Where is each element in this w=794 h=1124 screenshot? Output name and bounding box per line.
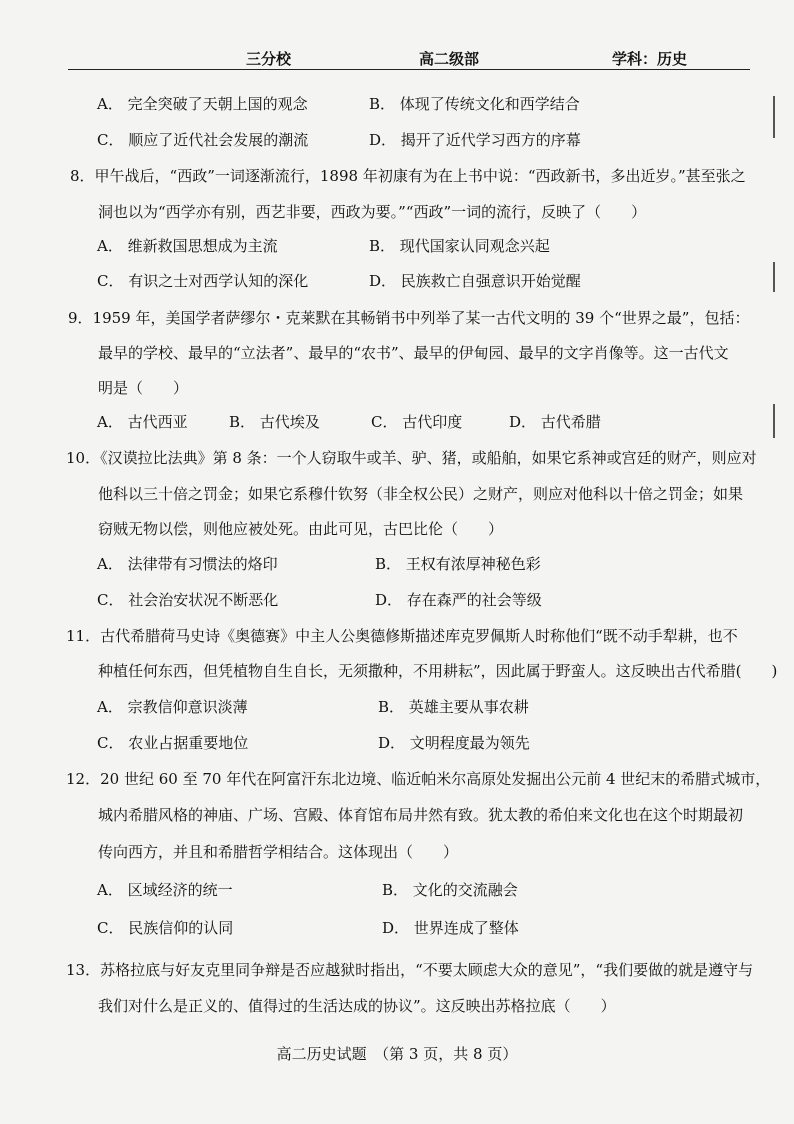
scan-margin-mark [773,404,775,438]
q9-option-d: D． 古代希腊 [509,413,601,431]
q7-option-b: B． 体现了传统文化和西学结合 [369,95,580,113]
q8-option-a: A． 维新救国思想成为主流 [97,237,278,255]
page-footer: 高二历史试题 （第 3 页，共 8 页） [276,1045,518,1063]
q9-option-c: C． 古代印度 [371,413,463,431]
q12-stem-line-3: 传向西方，并且和希腊哲学相结合。这体现出（ ） [98,843,459,861]
scan-margin-mark [773,262,775,292]
q9-stem-line-2: 最早的学校、最早的“立法者”、最早的“农书”、最早的伊甸园、最早的文字肖像等。这一古代文 [98,344,729,362]
header-grade: 高二级部 [419,50,480,68]
q12-option-a: A． 区域经济的统一 [97,881,233,899]
q12-option-b: B． 文化的交流融会 [382,881,518,899]
q10-stem-line-1: 10．《汉谟拉比法典》第 8 条：一个人窃取牛或羊、驴、猪，或船舶，如果它系神或宫廷的财产，则应对 [66,449,757,467]
q11-option-b: B． 英雄主要从事农耕 [378,698,529,716]
header-subject: 学科：历史 [612,50,688,68]
q11-stem-line-1: 11．古代希腊荷马史诗《奥德赛》中主人公奥德修斯描述库克罗佩斯人时称他们“既不动手犁耕，也不 [66,627,738,645]
q10-option-b: B． 王权有浓厚神秘色彩 [375,555,541,573]
q10-stem-line-2: 他科以三十倍之罚金；如果它系穆什钦努（非全权公民）之财产，则应对他科以十倍之罚金；如果 [98,485,744,503]
q9-stem-line-3: 明是（ ） [98,379,189,397]
q12-stem-line-2: 城内希腊风格的神庙、广场、宫殿、体育馆布局井然有致。犹太教的希伯来文化也在这个时期最初 [98,806,744,824]
q8-option-b: B． 现代国家认同观念兴起 [369,237,550,255]
q7-option-a: A． 完全突破了天朝上国的观念 [97,95,308,113]
q12-option-d: D． 世界连成了整体 [382,919,519,937]
q9-option-b: B． 古代埃及 [229,413,320,431]
q10-option-c: C． 社会治安状况不断恶化 [97,591,279,609]
q8-stem-line-2: 洞也以为“西学亦有别，西艺非要，西政为要。”“西政”一词的流行，反映了（ ） [98,203,647,221]
q8-stem-line-1: 8．甲午战后，“西政”一词逐渐流行，1898 年初康有为在上书中说：“西政新书，多出近岁。”甚至张之 [70,167,746,185]
q8-option-d: D． 民族救亡自强意识开始觉醒 [369,272,581,290]
q9-stem-line-1: 9．1959 年，美国学者萨缪尔・克莱默在其畅销书中列举了某一古代文明的 39 个“世界之最”，包括： [68,309,750,327]
scan-margin-mark [773,96,775,138]
header-rule [68,69,750,70]
q11-option-a: A． 宗教信仰意识淡薄 [97,698,248,716]
q11-stem-line-2: 种植任何东西，但凭植物自生自长，无须撒种，不用耕耘”，因此属于野蛮人。这反映出古代希腊( ) [98,662,778,680]
q10-option-a: A． 法律带有习惯法的烙印 [97,555,278,573]
q10-option-d: D． 存在森严的社会等级 [375,591,542,609]
q12-option-c: C． 民族信仰的认同 [97,919,234,937]
q9-option-a: A． 古代西亚 [97,413,188,431]
q10-stem-line-3: 窃贼无物以偿，则他应被处死。由此可见，古巴比伦（ ） [98,520,504,538]
q11-option-d: D． 文明程度最为领先 [378,734,530,752]
q13-stem-line-1: 13．苏格拉底与好友克里同争辩是否应越狱时指出，“不要太顾虑大众的意见”，“我们要做的就是遵守与 [66,961,754,979]
q11-option-c: C． 农业占据重要地位 [97,734,249,752]
q13-stem-line-2: 我们对什么是正义的、值得过的生活达成的协议”。这反映出苏格拉底（ ） [98,997,616,1015]
q7-option-c: C． 顺应了近代社会发展的潮流 [97,131,309,149]
q12-stem-line-1: 12．20 世纪 60 至 70 年代在阿富汗东北边境、临近帕米尔高原处发掘出公元前 4 世纪末的希腊式城市， [66,770,771,788]
q7-option-d: D． 揭开了近代学习西方的序幕 [369,131,581,149]
header-school: 三分校 [246,50,292,68]
q8-option-c: C． 有识之士对西学认知的深化 [97,272,309,290]
